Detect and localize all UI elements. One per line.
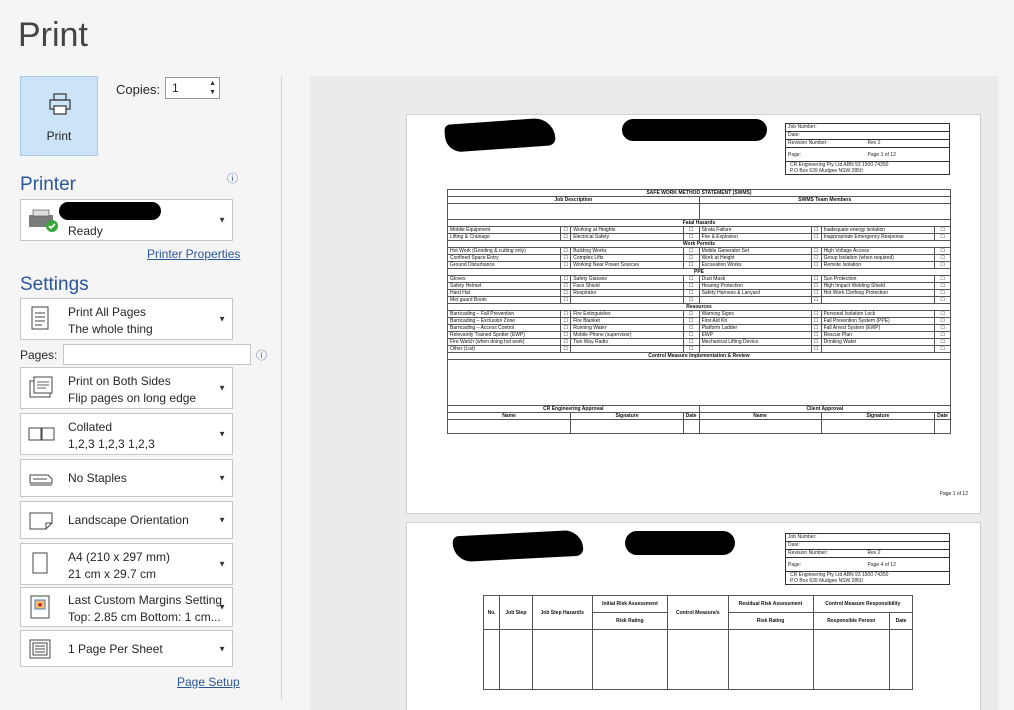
landscape-icon (27, 509, 55, 531)
paper-size-icon (27, 550, 53, 578)
swms-row: Barricading – Fall Prevention ☐ Fire Extinguisher ☐ Warning Signs ☐ Personal Isolation Lock ☐ (448, 311, 951, 318)
printer-status: Ready (68, 224, 103, 238)
backstage-panel (0, 0, 290, 710)
paper-size-line1: A4 (210 x 297 mm) (68, 550, 171, 564)
swms-row: Hard Hat ☐ Respirator ☐ Safety Harness & Lanyard ☐ Hot Work Clothing Protection ☐ (448, 290, 951, 297)
paper-size-dropdown[interactable] (20, 543, 233, 585)
printer-properties-link[interactable]: Printer Properties (147, 247, 241, 261)
page1-footer: Page 1 of 12 (939, 491, 968, 497)
redacted-company-name (622, 119, 767, 141)
collation-dropdown[interactable] (20, 413, 233, 455)
job-steps-table: No. Job Step Job Step Hazard/s Initial Risk Assessment Control Measure/s Residual Risk Assessment Control Measure Responsibility Risk Rating Risk Rating Responsible Person Date (483, 595, 913, 690)
printer-icon (47, 91, 73, 117)
pages-input[interactable] (63, 344, 251, 365)
swms-row: Barricading – Exclusion Zone ☐ Fire Blanket ☐ First Aid Kit ☐ Fall Prevention System (PPE) ☐ (448, 318, 951, 325)
margins-dropdown[interactable] (20, 587, 233, 627)
preview-page-1 (406, 114, 981, 514)
print-button-label: Print (46, 129, 72, 143)
swms-row: Barricading – Access Control ☐ Running Water ☐ Platform Ladder ☐ Fall Arrest System (EWP) ☐ (448, 325, 951, 332)
settings-heading: Settings (20, 274, 89, 295)
swms-row: Hot Work (Grinding & cutting only) ☐ Building Works ☐ Mobile Generator Set ☐ High Voltage Access ☐ (448, 248, 951, 255)
redacted-company-name (625, 531, 735, 555)
redacted-logo (452, 530, 583, 563)
print-button[interactable] (20, 76, 98, 156)
chevron-down-icon: ▼ (218, 215, 226, 225)
panel-divider (281, 76, 282, 700)
duplex-dropdown[interactable] (20, 367, 233, 409)
print-range-line2: The whole thing (68, 322, 153, 336)
collated-icon (27, 424, 57, 444)
pages-per-sheet-line1: 1 Page Per Sheet (68, 642, 163, 656)
margins-line1: Last Custom Margins Setting (68, 593, 223, 607)
copies-label: Copies: (116, 82, 161, 97)
staple-line1: No Staples (68, 471, 127, 485)
chevron-down-icon: ▼ (218, 602, 226, 612)
copies-spinner[interactable]: ▲ ▼ (209, 80, 216, 96)
redacted-logo (444, 117, 556, 153)
margins-line2: Top: 2.85 cm Bottom: 1 cm... (68, 610, 221, 624)
page-title: Print (18, 16, 88, 54)
chevron-down-icon: ▼ (218, 429, 226, 439)
stapler-icon (27, 467, 55, 489)
swms-row: Lifting & Crainage ☐ Electrical Safety ☐ Fire & Explosion ☐ Inappropriate Emergency Response ☐ (448, 234, 951, 241)
chevron-down-icon: ▼ (218, 383, 226, 393)
pages-per-sheet-icon (27, 638, 53, 660)
collation-line1: Collated (68, 420, 113, 434)
pages-info-icon[interactable]: ⓘ (256, 350, 267, 362)
paper-size-line2: 21 cm x 29.7 cm (68, 567, 157, 581)
print-range-dropdown[interactable] (20, 298, 233, 340)
chevron-down-icon: ▼ (218, 644, 226, 653)
swms-row: Gloves ☐ Safety Glasses ☐ Dust Mask ☐ Sun Protection ☐ (448, 276, 951, 283)
swms-row: Ground Disturbance ☐ Working Near Power Sources ☐ Excavation Works ☐ Remote Isolation ☐ (448, 262, 951, 269)
page-setup-link[interactable]: Page Setup (177, 675, 240, 689)
printer-dropdown[interactable] (20, 199, 233, 241)
redacted-printer-name (59, 202, 161, 220)
printer-heading: Printer (20, 174, 76, 195)
pages-per-sheet-dropdown[interactable] (20, 630, 233, 667)
swms-row: Fire Watch (when doing hot work) ☐ Two Way Radio ☐ Mechanical Lifting Device ☐ Drinking Water ☐ (448, 339, 951, 346)
collation-line2: 1,2,3 1,2,3 1,2,3 (68, 437, 155, 451)
orientation-dropdown[interactable] (20, 501, 233, 539)
duplex-icon (27, 375, 55, 401)
print-preview-area[interactable] (310, 76, 998, 710)
page1-meta-table: Job Number: Date: Revision Number: Rev 2 Page: Page 1 of 12 CR Engineering Pty Ltd ABN 93 1500 74350 P.O Box 639 Mudgee NSW 2850 (785, 123, 950, 175)
copies-value: 1 (172, 81, 179, 95)
svg-text:★: ★ (36, 602, 44, 609)
preview-page-2 (406, 522, 981, 710)
printer-info-icon[interactable]: ⓘ (227, 173, 238, 185)
pages-label: Pages: (20, 348, 58, 362)
swms-row: Relevantly Trained Spotter (EWP) ☐ Mobile Phone (supervisor) ☐ EWP ☐ Rescue Plan ☐ (448, 332, 951, 339)
orientation-line1: Landscape Orientation (68, 513, 189, 527)
swms-row: Safety Helmet ☐ Face Shield ☐ Hearing Protection ☐ High Impact Welding Shield ☐ (448, 283, 951, 290)
chevron-down-icon: ▼ (218, 473, 226, 483)
duplex-line2: Flip pages on long edge (68, 391, 197, 405)
page2-meta-table: Job Number: Date: Revision Number: Rev 2 Page: Page 4 of 12 CR Engineering Pty Ltd ABN 93 1500 74350 P.O Box 639 Mudgee NSW 2850 (785, 533, 950, 585)
staple-dropdown[interactable] (20, 459, 233, 497)
print-range-line1: Print All Pages (68, 305, 147, 319)
document-icon (27, 305, 53, 333)
chevron-down-icon: ▼ (218, 559, 226, 569)
swms-table: SAFE WORK METHOD STATEMENT (SWMS) Job Description SWMS Team Members Fatal Hazards Mobile Equipment ☐ Working at Heights ☐ Strata Failure ☐ Inadequate energy isolation ☐ Lifting & Crainage ☐ Electrical Safety ☐ Fire & Explosion ☐ Inappropriate Emergency Response ☐ Work Permits Hot Work (Grinding & cutting only) ☐ Building Works ☐ Mobile Generator Set ☐ High Voltage Access ☐ Confined Space Entry ☐ Complex Lifts ☐ Work at Height ☐ Group Isolation (when required) ☐ Ground Disturbance ☐ Working Near Power Sources ☐ Excavation Works ☐ Remote Isolation ☐ PPE Gloves ☐ Safety Glasses ☐ Dust Mask ☐ Sun Protection ☐ Safety Helmet ☐ Face Shield ☐ Hearing Protection ☐ High Impact Welding Shield ☐ Hard Hat ☐ Respirator ☐ Safety Harness & Lanyard ☐ Hot Work Clothing Protection ☐ Met guard Boots ☐ ☐ ☐ ☐ Resources Barricading – Fall Prevention ☐ Fire Extinguisher ☐ Warning Signs ☐ Personal Isolation Lock ☐ Barricading – Exclusion Zone ☐ Fire Blanket ☐ First Aid Kit ☐ Fall Prevention System (PPE) ☐ Barricading – Access Control ☐ Running Water ☐ Platform Ladder ☐ Fall Arrest System (EWP) ☐ Relevantly Trained Spotter (EWP) ☐ Mobile Phone (supervisor) ☐ EWP ☐ Rescue Plan ☐ Fire Watch (when doing hot work) ☐ Two Way Radio ☐ Mechanical Lifting Device ☐ Drinking Water ☐ Other (List) ☐ ☐ ☐ ☐ Control Measure Implementation & Review CR Engineering Approval Client Approval Name Signature Date Name Signature Date (447, 189, 951, 434)
chevron-down-icon: ▼ (218, 314, 226, 324)
duplex-line1: Print on Both Sides (68, 374, 171, 388)
chevron-down-icon: ▼ (218, 515, 226, 525)
swms-row: Met guard Boots ☐ ☐ ☐ ☐ (448, 297, 951, 304)
swms-row: Confined Space Entry ☐ Complex Lifts ☐ Work at Height ☐ Group Isolation (when required) ☐ (448, 255, 951, 262)
swms-row: Other (List) ☐ ☐ ☐ ☐ (448, 346, 951, 353)
swms-row: Mobile Equipment ☐ Working at Heights ☐ Strata Failure ☐ Inadequate energy isolation ☐ (448, 227, 951, 234)
printer-status-icon (27, 207, 59, 233)
margins-icon (27, 593, 53, 621)
copies-input[interactable] (165, 77, 220, 99)
